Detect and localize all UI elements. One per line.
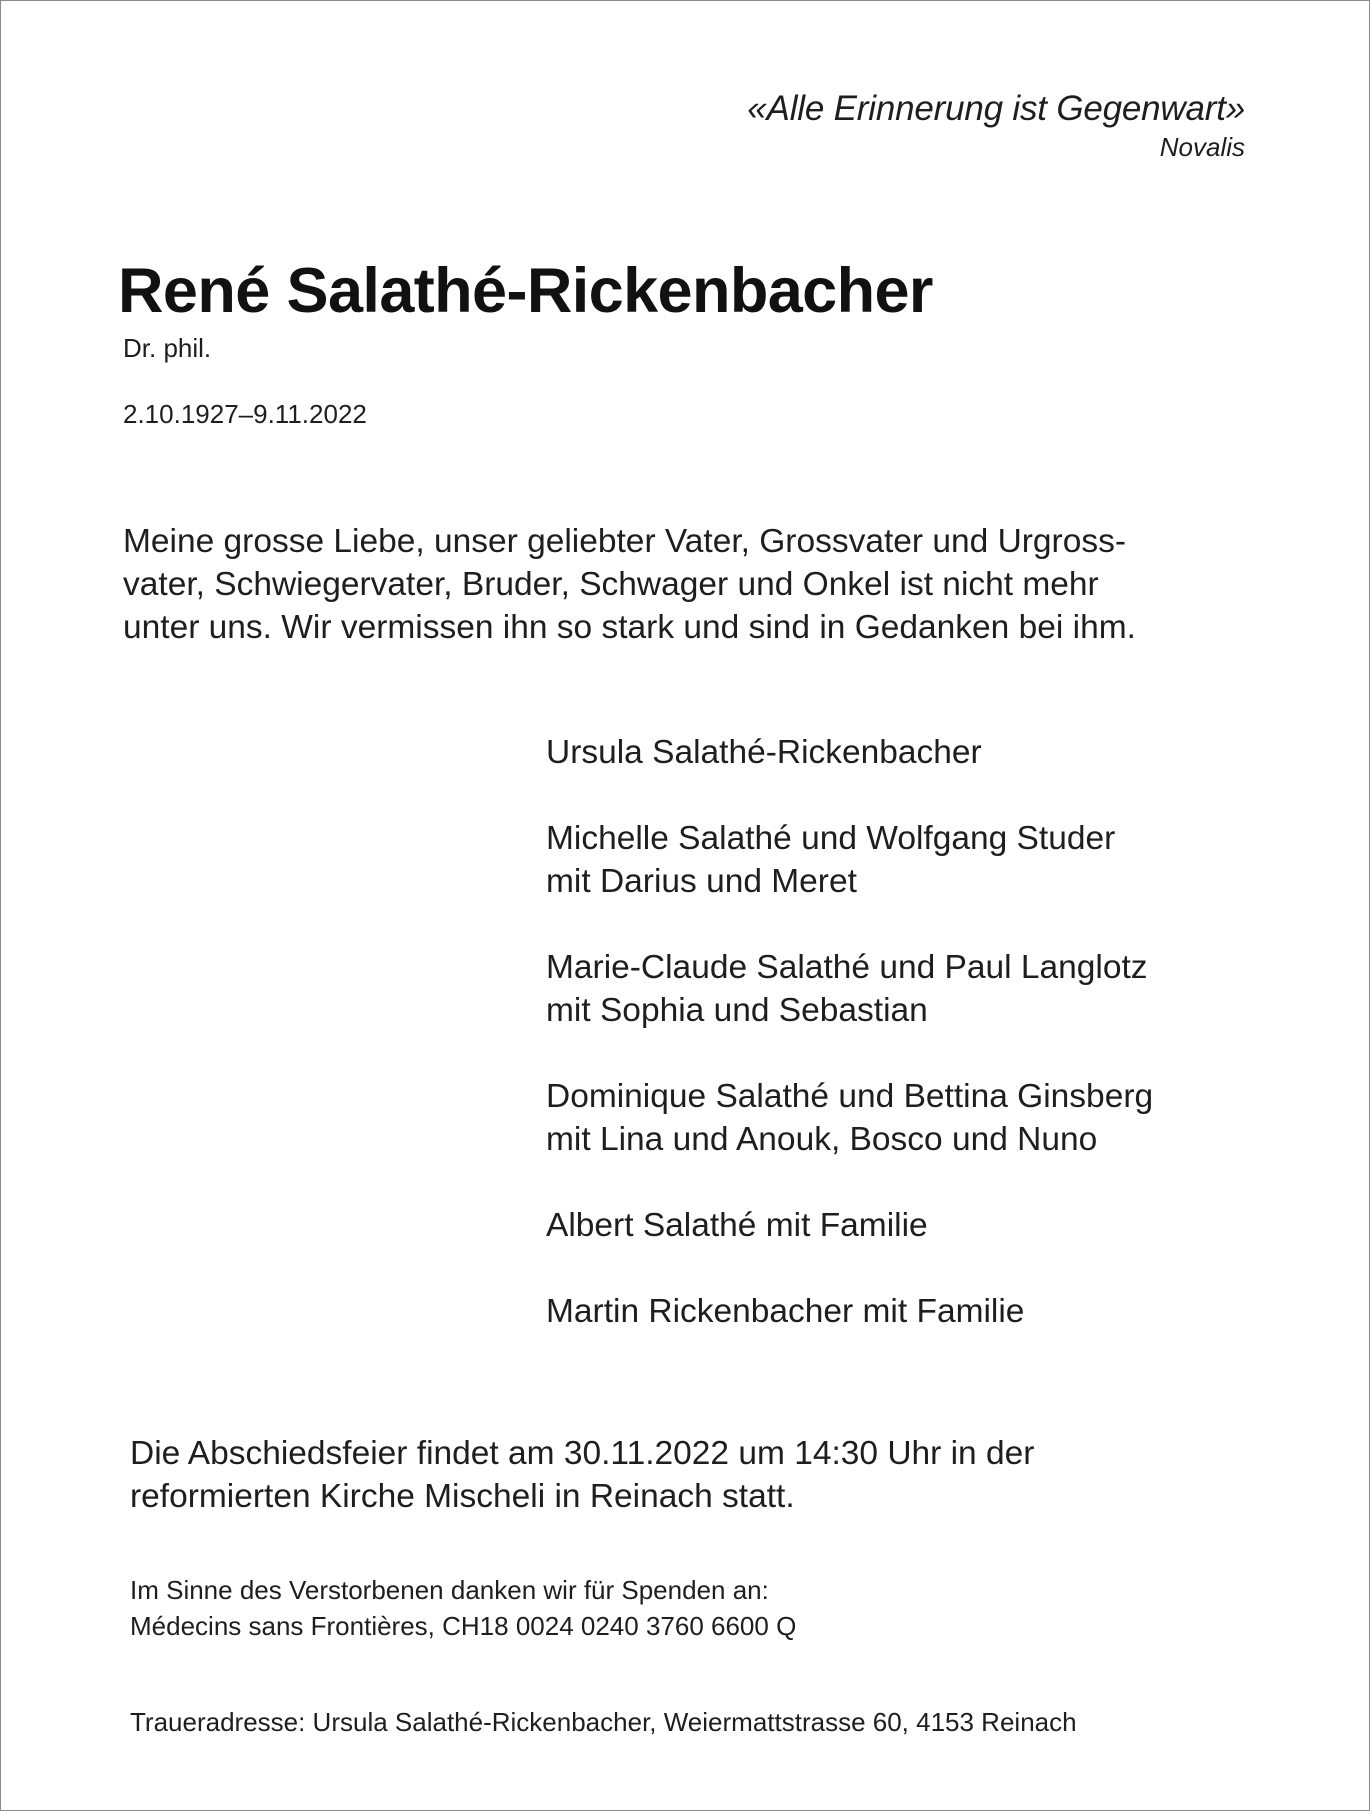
intro-text [123, 520, 1253, 649]
deceased-dates: 2.10.1927–9.11.2022 [123, 399, 367, 429]
motto-author: Novalis [1159, 132, 1245, 162]
donation-notice [130, 1572, 796, 1644]
mourner-group [546, 817, 1153, 903]
mourner-line: Marie-Claude Salathé und Paul Langlotz [546, 949, 1148, 986]
mourner-line: mit Lina und Anouk, Bosco und Nuno [546, 1121, 1098, 1158]
mourner-group [546, 946, 1153, 1032]
mourner-line: mit Darius und Meret [546, 863, 857, 900]
mourner-line: Dominique Salathé und Bettina Ginsberg [546, 1078, 1154, 1115]
mourners-list [546, 731, 1153, 1376]
motto [747, 88, 1245, 164]
intro-line: Meine grosse Liebe, unser geliebter Vater, Grossvater und Urgross- [123, 523, 1127, 560]
mourning-address: Traueradresse: Ursula Salathé-Rickenbacher, Weiermattstrasse 60, 4153 Reinach [130, 1707, 1077, 1737]
mourner-group [546, 1290, 1153, 1333]
intro-line: unter uns. Wir vermissen ihn so stark und sind in Gedanken bei ihm. [123, 609, 1136, 646]
mourner-line: Martin Rickenbacher mit Familie [546, 1293, 1025, 1330]
mourner-group [546, 731, 1153, 774]
mourner-group [546, 1075, 1153, 1161]
farewell-notice [130, 1432, 1034, 1518]
mourner-line: Ursula Salathé-Rickenbacher [546, 734, 982, 771]
mourner-line: mit Sophia und Sebastian [546, 992, 928, 1029]
mourner-group [546, 1204, 1153, 1247]
mourner-line: Michelle Salathé und Wolfgang Studer [546, 820, 1116, 857]
donation-line: Im Sinne des Verstorbenen danken wir für Spenden an: [130, 1575, 769, 1605]
intro-line: vater, Schwiegervater, Bruder, Schwager und Onkel ist nicht mehr [123, 566, 1099, 603]
deceased-title: Dr. phil. [123, 333, 212, 363]
farewell-line: Die Abschiedsfeier findet am 30.11.2022 um 14:30 Uhr in der [130, 1435, 1035, 1472]
mourner-line: Albert Salathé mit Familie [546, 1207, 928, 1244]
motto-quote: «Alle Erinnerung ist Gegenwart» [747, 89, 1245, 128]
deceased-name: René Salathé-Rickenbacher [118, 256, 933, 326]
donation-line: Médecins sans Frontières, CH18 0024 0240 3760 6600 Q [130, 1611, 797, 1641]
farewell-line: reformierten Kirche Mischeli in Reinach statt. [130, 1478, 795, 1515]
